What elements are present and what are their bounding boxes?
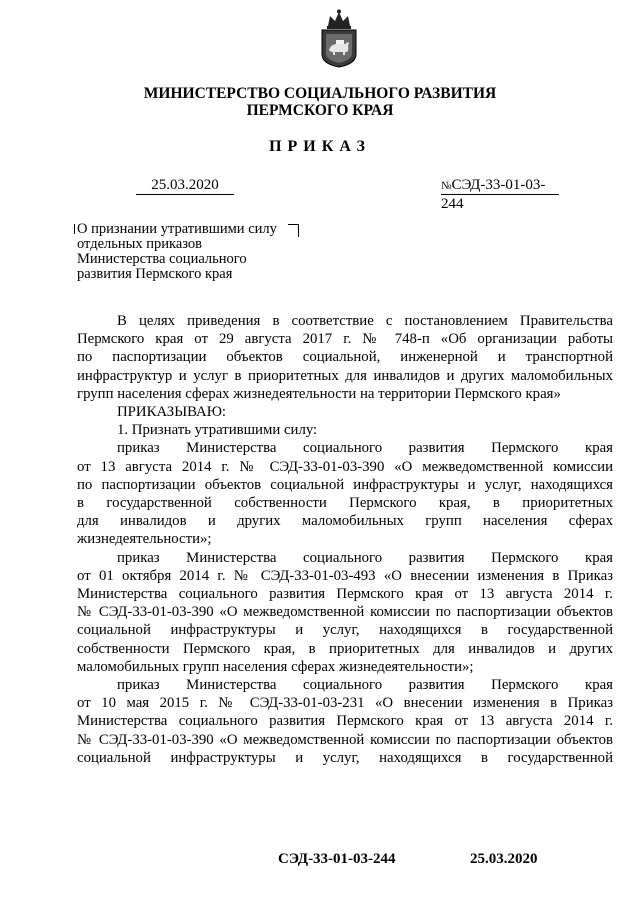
item-b-line: социальной инфраструктуры и услуг, находящихся в государственной <box>77 622 613 639</box>
order-date-field <box>136 176 234 195</box>
item-a-line: от 13 августа 2014 г. № СЭД-33-01-03-390 «О межведомственной комиссии <box>77 458 613 475</box>
item-b-line: № СЭД-33-01-03-390 «О межведомственной комиссии по паспортизации объектов <box>77 604 613 621</box>
item-c-line: социальной инфраструктуры и услуг, находящихся в государственной <box>77 749 613 766</box>
item-a-line: приказ Министерства социального развития Пермского края <box>117 440 613 457</box>
footer-date: 25.03.2020 <box>470 851 538 867</box>
item-b-line: от 01 октября 2014 г. № СЭД-33-01-03-493 «О внесении изменения в Приказ <box>77 567 613 584</box>
subject-line: О признании утратившими силу <box>77 221 277 237</box>
preamble-line: В целях приведения в соответствие с постановлением Правительства <box>117 313 613 329</box>
order-title: ПРИКАЗ <box>269 138 371 155</box>
order-number: СЭД-33-01-03-244 <box>441 177 546 212</box>
item-c-line: от 10 мая 2015 г. № СЭД-33-01-03-231 «О внесении изменения в Приказ <box>77 695 613 712</box>
preamble-line: инфраструктур и услуг в приоритетных для инвалидов и других маломобильных <box>77 367 613 384</box>
ministry-name-line1: МИНИСТЕРСТВО СОЦИАЛЬНОГО РАЗВИТИЯ <box>143 85 497 102</box>
item-a-line: для инвалидов и других маломобильных групп населения сферах <box>77 513 613 530</box>
item-c-line: Министерства социального развития Пермского края от 13 августа 2014 г. <box>77 713 613 730</box>
footer-number: СЭД-33-01-03-244 <box>278 851 396 867</box>
item-b-line: приказ Министерства социального развития Пермского края <box>117 549 613 566</box>
preamble-line: Пермского края от 29 августа 2017 г. № 748-п «Об организации работы <box>77 331 613 348</box>
subject-line: отдельных приказов <box>77 236 203 252</box>
order-number-field <box>441 176 559 212</box>
item-b-line: Министерства социального развития Пермского края от 13 августа 2014 г. <box>77 586 613 603</box>
order-body <box>77 312 613 767</box>
subject-block <box>77 222 317 282</box>
subject-line: Министерства социального <box>77 251 247 267</box>
subject-corner-left <box>74 224 75 234</box>
item-b-line: собственности Пермского края, в приоритетных для инвалидов и других <box>77 640 613 657</box>
item-a-line: жизнедеятельности»; <box>77 531 212 548</box>
item-c-line: приказ Министерства социального развития Пермского края <box>117 677 613 694</box>
perm-krai-coat-of-arms-icon <box>318 8 360 68</box>
order-date: 25.03.2020 <box>151 177 219 193</box>
item-b-line: маломобильных групп населения сферах жизнедеятельности»; <box>77 658 474 675</box>
preamble-line: групп населения сферах жизнедеятельности на территории Пермского края» <box>77 385 561 402</box>
item-1: 1. Признать утратившими силу: <box>117 422 318 439</box>
item-a-line: в государственной собственности Пермского края, в приоритетных <box>77 495 613 512</box>
item-a-line: по паспортизации объектов социальной инфраструктуры и услуг, находящихся <box>77 476 613 493</box>
order-word: ПРИКАЗЫВАЮ: <box>117 404 227 421</box>
subject-line: развития Пермского края <box>77 266 233 282</box>
number-sign: № <box>441 180 452 192</box>
preamble-line: по паспортизации объектов социальной, инженерной и транспортной <box>77 349 613 366</box>
ministry-name-line2: ПЕРМСКОГО КРАЯ <box>246 102 394 119</box>
item-c-line: № СЭД-33-01-03-390 «О межведомственной комиссии по паспортизации объектов <box>77 731 613 748</box>
